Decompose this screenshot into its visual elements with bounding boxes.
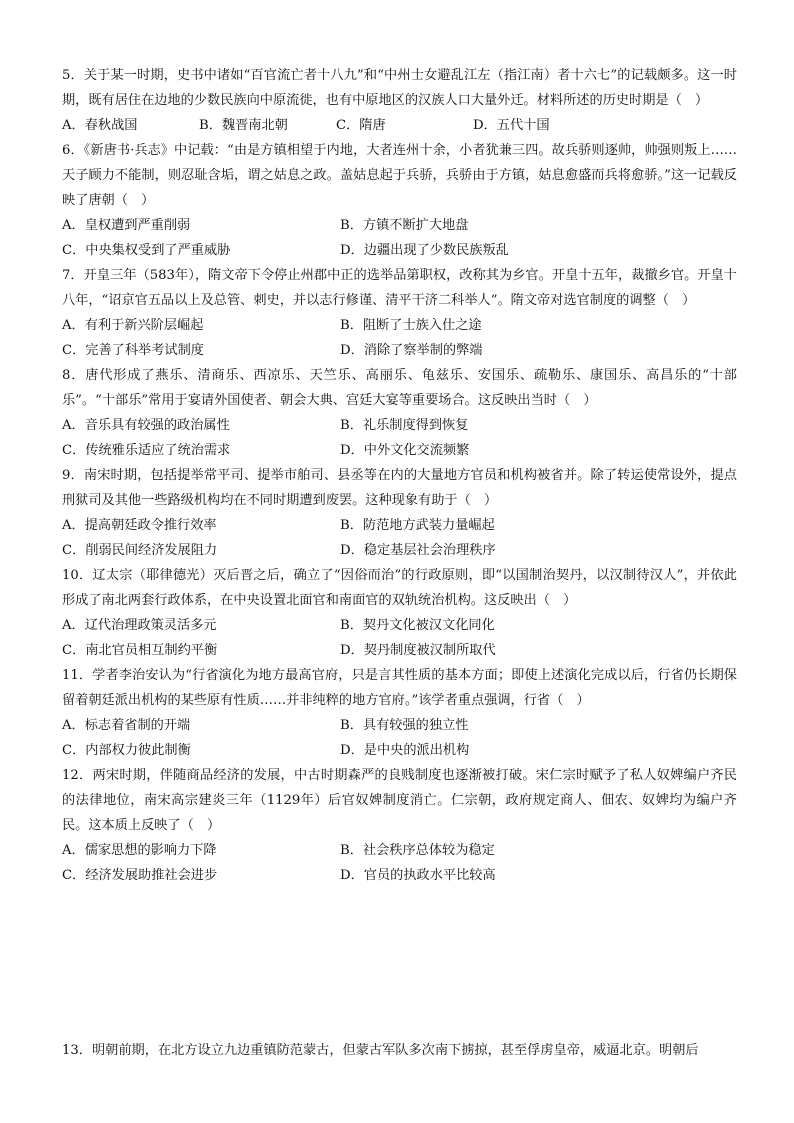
option-c[interactable]: C．南北官员相互制约平衡 (62, 643, 218, 658)
option-d[interactable]: D．官员的执政水平比较高 (340, 868, 496, 883)
options-row (62, 863, 737, 888)
question-stem: 9．南宋时期，包括提举常平司、提举市舶司、县丞等在内的大量地方官员和机构被省并。除了转运使常设外，提点刑狱司及其他一些路级机构均在不同时期遭到废罢。这种现象有助于（ ） (62, 468, 737, 508)
question-9 (62, 463, 737, 563)
option-a[interactable]: A．皇权遭到严重削弱 (62, 218, 191, 233)
option-c[interactable]: C．削弱民间经济发展阻力 (62, 543, 218, 558)
options-row (62, 113, 737, 138)
options-row (62, 438, 737, 463)
option-c[interactable]: C．完善了科举考试制度 (62, 343, 204, 358)
question-stem: 8．唐代形成了燕乐、清商乐、西凉乐、天竺乐、高丽乐、龟兹乐、安国乐、疏勒乐、康国乐、高昌乐的“十部乐”。“十部乐”常用于宴请外国使者、朝会大典、宫廷大宴等重要场合。这反映出当时（ ） (62, 368, 737, 408)
option-a[interactable]: A．春秋战国 (62, 118, 138, 133)
question-stem: 10．辽太宗（耶律德光）灭后晋之后，确立了“因俗而治”的行政原则，即“以国制治契丹，以汉制待汉人”，并依此形成了南北两套行政体系，在中央设置北面官和南面官的双轨统治机构。这反映出（ ） (62, 568, 737, 608)
option-c[interactable]: C．内部权力彼此制衡 (62, 743, 191, 758)
option-c[interactable]: C．隋唐 (336, 118, 386, 133)
question-stem: 6．《新唐书·兵志》中记载：“由是方镇相望于内地，大者连州十余，小者犹兼三四。故兵骄则逐帅，帅强则叛上……天子顾力不能制，则忍耻含垢，谓之姑息之政。盖姑息起于兵骄，兵骄由于方镇，姑息愈盛而兵将愈骄。”这一记载反映了唐朝（ ） (62, 143, 737, 208)
option-d[interactable]: D．五代十国 (473, 118, 550, 133)
option-d[interactable]: D．中外文化交流频繁 (340, 443, 470, 458)
options-row (62, 638, 737, 663)
options-row (62, 313, 737, 338)
question-stem: 5．关于某一时期，史书中诸如“百官流亡者十八九”和“中州士女避乱江左（指江南）者十六七”的记载颇多。这一时期，既有居住在边地的少数民族向中原流徙，也有中原地区的汉族人口大量外迁。材料所述的历史时期是（ ） (62, 68, 737, 108)
question-stem: 12．两宋时期，伴随商品经济的发展，中古时期森严的良贱制度也逐渐被打破。宋仁宗时赋予了私人奴婢编户齐民的法律地位，南宋高宗建炎三年（1129年）后官奴婢制度消亡。仁宗朝，政府规定商人、佃农、奴婢均为编户齐民。这本质上反映了（ ） (62, 768, 737, 833)
option-a[interactable]: A．儒家思想的影响力下降 (62, 843, 217, 858)
options-row (62, 738, 737, 763)
options-row (62, 538, 737, 563)
question-11 (62, 663, 737, 763)
options-row (62, 213, 737, 238)
option-b[interactable]: B．契丹文化被汉文化同化 (340, 618, 495, 633)
question-list (62, 63, 737, 888)
question-6 (62, 138, 737, 263)
options-row (62, 338, 737, 363)
option-b[interactable]: B．社会秩序总体较为稳定 (340, 843, 495, 858)
option-b[interactable]: B．方镇不断扩大地盘 (340, 218, 469, 233)
option-d[interactable]: D．契丹制度被汉制所取代 (340, 643, 496, 658)
option-d[interactable]: D．是中央的派出机构 (340, 743, 470, 758)
question-8 (62, 363, 737, 463)
options-row (62, 713, 737, 738)
options-row (62, 513, 737, 538)
question-stem: 11．学者李治安认为“行省演化为地方最高官府，只是言其性质的基本方面；即使上述演化完成以后，行省仍长期保留着朝廷派出机构的某些原有性质……并非纯粹的地方官府。”该学者重点强调，行省（ ） (62, 668, 737, 708)
question-7 (62, 263, 737, 363)
option-a[interactable]: A．音乐具有较强的政治属性 (62, 418, 230, 433)
question-12 (62, 763, 737, 888)
option-c[interactable]: C．经济发展助推社会进步 (62, 868, 218, 883)
option-d[interactable]: D．稳定基层社会治理秩序 (340, 543, 496, 558)
option-a[interactable]: A．提高朝廷政令推行效率 (62, 518, 217, 533)
option-b[interactable]: B．具有较强的独立性 (340, 718, 469, 733)
question-5 (62, 63, 737, 138)
option-a[interactable]: A．标志着省制的开端 (62, 718, 191, 733)
option-b[interactable]: B．阻断了士族入仕之途 (340, 318, 482, 333)
options-row (62, 613, 737, 638)
option-b[interactable]: B．礼乐制度得到恢复 (340, 418, 469, 433)
option-d[interactable]: D．边疆出现了少数民族叛乱 (340, 243, 509, 258)
option-c[interactable]: C．传统雅乐适应了统治需求 (62, 443, 231, 458)
question-13-stem: 13．明朝前期，在北方设立九边重镇防范蒙古，但蒙古军队多次南下掳掠，甚至俘虏皇帝，威逼北京。明朝后 (62, 1043, 699, 1058)
option-a[interactable]: A．辽代治理政策灵活多元 (62, 618, 217, 633)
question-10 (62, 563, 737, 663)
option-b[interactable]: B．防范地方武装力量崛起 (340, 518, 495, 533)
option-d[interactable]: D．消除了察举制的弊端 (340, 343, 483, 358)
options-row (62, 238, 737, 263)
option-b[interactable]: B．魏晋南北朝 (199, 118, 288, 133)
question-stem: 7．开皇三年（583年），隋文帝下令停止州郡中正的选举品第职权，改称其为乡官。开皇十五年，裁撤乡官。开皇十八年，“诏京官五品以上及总管、刺史，并以志行修谨、清平干济二科举人”。隋文帝对选官制度的调整（ ） (62, 268, 737, 308)
options-row (62, 413, 737, 438)
option-a[interactable]: A．有利于新兴阶层崛起 (62, 318, 204, 333)
option-c[interactable]: C．中央集权受到了严重威胁 (62, 243, 231, 258)
options-row (62, 838, 737, 863)
